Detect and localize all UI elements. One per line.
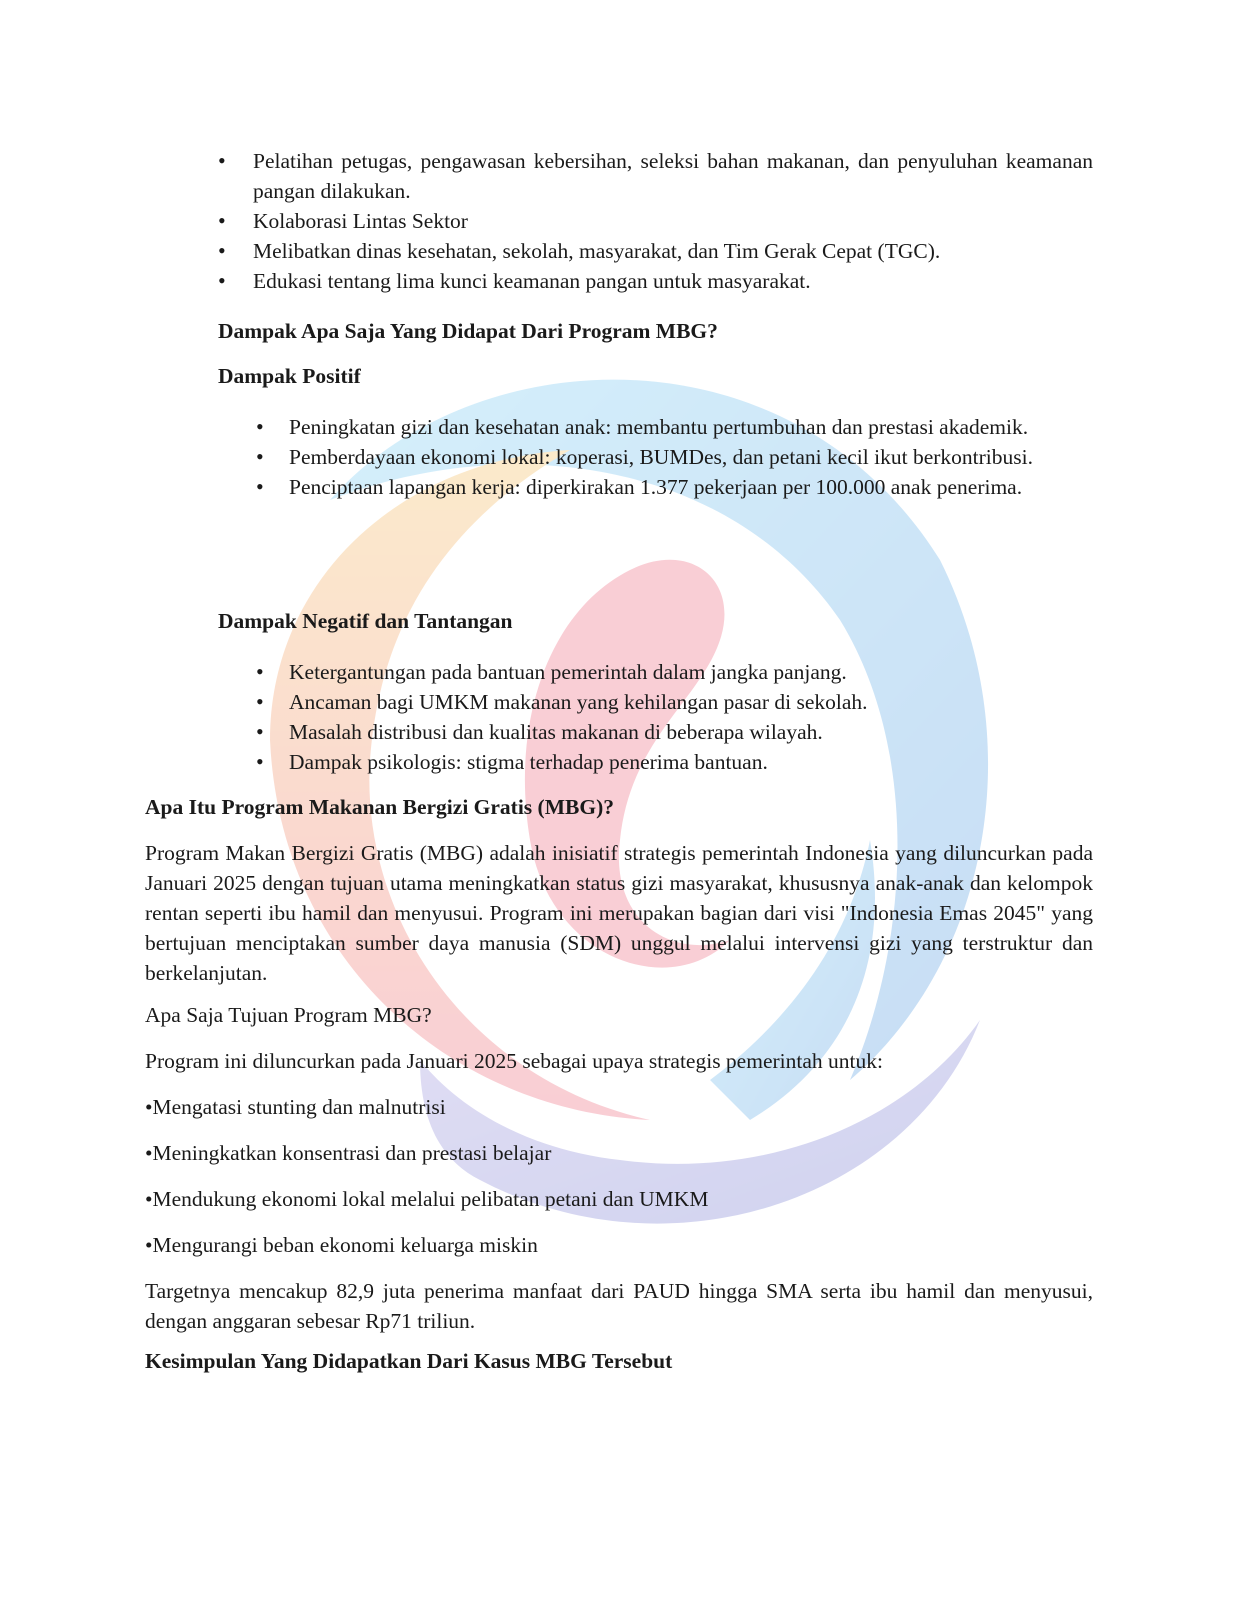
list-item: • Masalah distribusi dan kualitas makanan di beberapa wilayah. (289, 717, 1093, 747)
list-item: • Pelatihan petugas, pengawasan kebersihan, seleksi bahan makanan, dan penyuluhan keamanan pangan dilakukan. (253, 146, 1093, 206)
positive-impact-list (289, 412, 1093, 502)
goal-item: •Mengatasi stunting dan malnutrisi (145, 1095, 446, 1119)
tujuan-lead-paragraph: Program ini diluncurkan pada Januari 2025 sebagai upaya strategis pemerintah untuk: (145, 1049, 883, 1073)
list-item: • Peningkatan gizi dan kesehatan anak: membantu pertumbuhan dan prestasi akademik. (289, 412, 1093, 442)
list-item: • Ancaman bagi UMKM makanan yang kehilangan pasar di sekolah. (289, 687, 1093, 717)
list-item: • Edukasi tentang lima kunci keamanan pangan untuk masyarakat. (253, 266, 1093, 296)
subheading-dampak-negatif: Dampak Negatif dan Tantangan (218, 609, 513, 633)
top-bullet-list (253, 146, 1093, 296)
list-item: • Melibatkan dinas kesehatan, sekolah, masyarakat, dan Tim Gerak Cepat (TGC). (253, 236, 1093, 266)
goal-item: •Meningkatkan konsentrasi dan prestasi belajar (145, 1141, 552, 1165)
list-item: • Penciptaan lapangan kerja: diperkirakan 1.377 pekerjaan per 100.000 anak penerima. (289, 472, 1093, 502)
tujuan-question: Apa Saja Tujuan Program MBG? (145, 1003, 432, 1027)
section-heading-dampak: Dampak Apa Saja Yang Didapat Dari Program MBG? (218, 319, 718, 343)
list-item: • Pemberdayaan ekonomi lokal: koperasi, BUMDes, dan petani kecil ikut berkontribusi. (289, 442, 1093, 472)
subheading-dampak-positif: Dampak Positif (218, 364, 361, 388)
goal-item: •Mendukung ekonomi lokal melalui pelibatan petani dan UMKM (145, 1187, 709, 1211)
section-heading-kesimpulan: Kesimpulan Yang Didapatkan Dari Kasus MBG Tersebut (145, 1349, 673, 1373)
program-intro-paragraph: Program Makan Bergizi Gratis (MBG) adalah inisiatif strategis pemerintah Indonesia yang diluncurkan pada Januari 2025 dengan tujuan utama meningkatkan status gizi masyarakat, khususnya anak-anak dan kelompok rentan seperti ibu hamil dan menyusui. Program ini merupakan bagian dari visi "Indonesia Emas 2045" yang bertujuan menciptakan sumber daya manusia (SDM) unggul melalui intervensi gizi yang terstruktur dan berkelanjutan. (145, 841, 1093, 985)
negative-impact-list (289, 657, 1093, 777)
target-paragraph: Targetnya mencakup 82,9 juta penerima manfaat dari PAUD hingga SMA serta ibu hamil dan menyusui, dengan anggaran sebesar Rp71 triliun. (145, 1279, 1093, 1333)
goal-item: •Mengurangi beban ekonomi keluarga miskin (145, 1233, 538, 1257)
section-heading-program: Apa Itu Program Makanan Bergizi Gratis (MBG)? (145, 795, 614, 819)
list-item: • Ketergantungan pada bantuan pemerintah dalam jangka panjang. (289, 657, 1093, 687)
list-item: • Dampak psikologis: stigma terhadap penerima bantuan. (289, 747, 1093, 777)
list-item: • Kolaborasi Lintas Sektor (253, 206, 1093, 236)
